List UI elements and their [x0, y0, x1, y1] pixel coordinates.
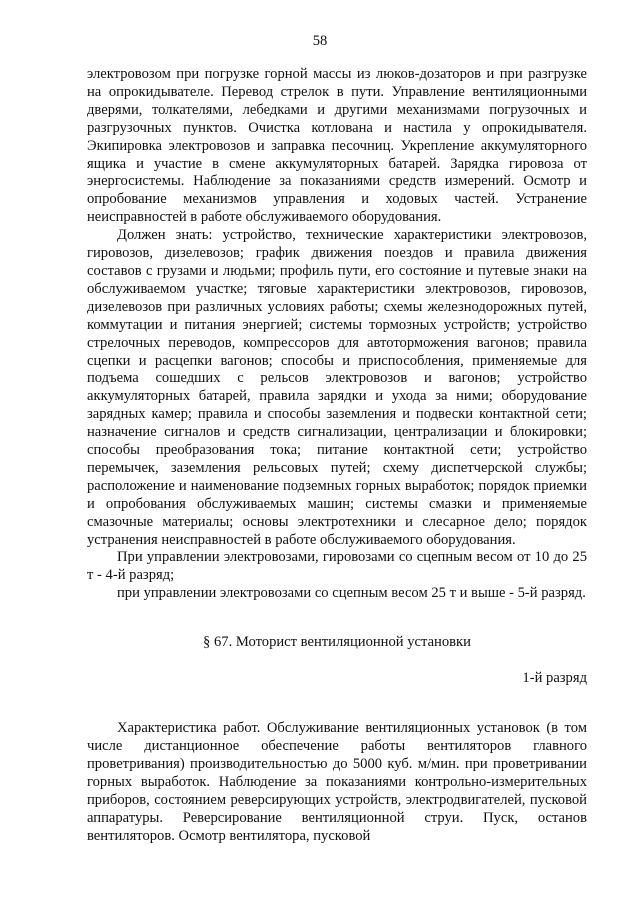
paragraph-grade-4: При управлении электровозами, гировозами со сцепным весом от 10 до 25 т - 4-й разряд;: [87, 549, 587, 584]
paragraph-continuation: электровозом при погрузке горной массы из люков-дозаторов и при разгрузке на опрокидывателе. Перевод стрелок в пути. Управление вентиляционными дверями, толкателями, лебедками и другими механизмами погрузочных и разгрузочных пунктов. Очистка котлована и настила у опрокидывателя. Экипировка электровозов и заправка песочниц. Укрепление аккумуляторного ящика и участие в смене аккумуляторных батарей. Зарядка гировоза от энергосистемы. Наблюдение за показаниями средств измерений. Осмотр и опробование механизмов управления и ходовых частей. Устранение неисправностей в работе обслуживаемого оборудования.: [87, 66, 587, 226]
paragraph-required-knowledge: Должен знать: устройство, технические характеристики электровозов, гировозов, дизелевозов; график движения поездов и правила движения составов с грузами и людьми; профиль пути, его состояние и путевые знаки на обслуживаемом участке; тяговые характеристики электровозов, гировозов, дизелевозов при различных условиях работы; схемы железнодорожных путей, коммутации и питания энергией; системы тормозных устройств; устройство стрелочных переводов, компрессоров для автоторможения вагонов; правила сцепки и расцепки вагонов; способы и приспособления, применяемые для подъема сошедших с рельсов электровозов и вагонов; устройство аккумуляторных батарей, правила зарядки и ухода за ними; оборудование зарядных камер; правила и способы заземления и подвески контактной сети; назначение сигналов и средств сигнализации, централизации и блокировки; способы преобразования тока; питание контактной сети; устройство перемычек, заземления рельсовых путей; схему диспетчерской службы; расположение и наименование подземных горных выработок; порядок приемки и опробования обслуживаемых машин; системы смазки и применяемые смазочные материалы; основы электротехники и слесарное дело; порядок устранения неисправностей в работе обслуживаемого оборудования.: [87, 227, 587, 548]
document-body: [87, 66, 587, 846]
section-heading: § 67. Моторист вентиляционной установки: [203, 634, 471, 651]
grade-label: 1-й разряд: [522, 670, 587, 687]
paragraph-work-description: Характеристика работ. Обслуживание вентиляционных установок (в том числе дистанционное обеспечение работы вентиляторов главного проветривания) производительностью до 5000 куб. м/мин. при проветривании горных выработок. Наблюдение за показаниями контрольно-измерительных приборов, состоянием реверсирующих устройств, электродвигателей, пусковой аппаратуры. Реверсирование вентиляционной струи. Пуск, останов вентиляторов. Осмотр вентилятора, пусковой: [87, 720, 587, 844]
page-number: 58: [312, 33, 328, 49]
paragraph-grade-5: при управлении электровозами со сцепным весом 25 т и выше - 5-й разряд.: [117, 585, 586, 602]
